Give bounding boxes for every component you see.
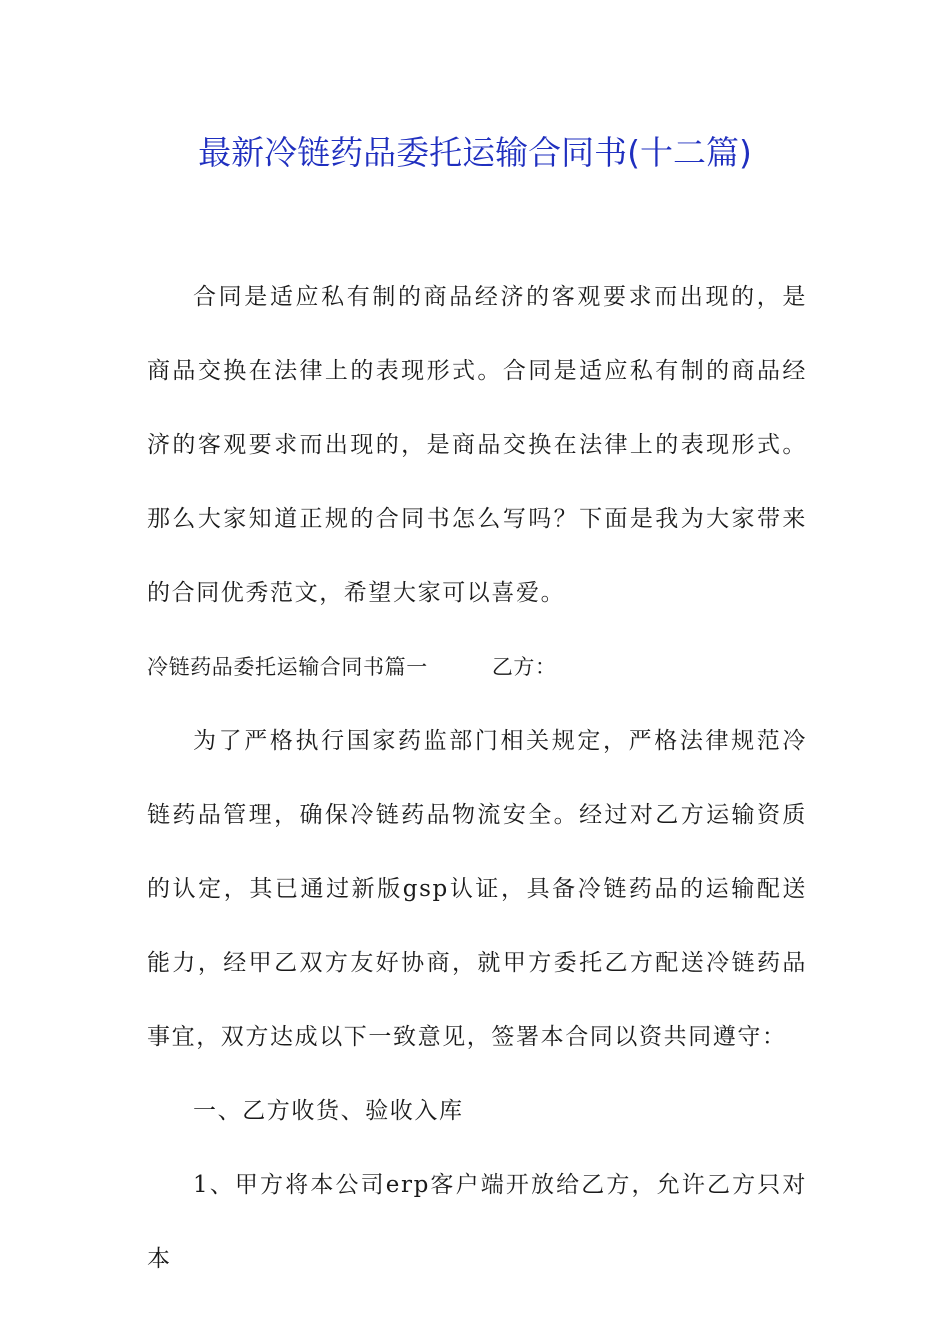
document-body <box>147 260 807 1296</box>
section-heading <box>147 630 807 704</box>
party-b-label: 乙方： <box>491 655 557 679</box>
purpose-paragraph: 为了严格执行国家药监部门相关规定，严格法律规范冷链药品管理，确保冷链药品物流安全。经过对乙方运输资质的认定，其已通过新版gsp认证，具备冷链药品的运输配送能力，经甲乙双方友好协商，就甲方委托乙方配送冷链药品事宜，双方达成以下一致意见，签署本合同以资共同遵守： <box>147 728 807 1050</box>
clause-heading: 一、乙方收货、验收入库 <box>193 1098 464 1124</box>
document-title: 最新冷链药品委托运输合同书(十二篇) <box>198 133 752 172</box>
intro-paragraph: 合同是适应私有制的商品经济的客观要求而出现的，是商品交换在法律上的表现形式。合同是适应私有制的商品经济的客观要求而出现的，是商品交换在法律上的表现形式。那么大家知道正规的合同书怎么写吗？下面是我为大家带来的合同优秀范文，希望大家可以喜爱。 <box>147 284 807 606</box>
clause-item-1: 1、甲方将本公司erp客户端开放给乙方，允许乙方只对本 <box>147 1172 807 1272</box>
section-title: 冷链药品委托运输合同书篇一 <box>147 655 428 679</box>
